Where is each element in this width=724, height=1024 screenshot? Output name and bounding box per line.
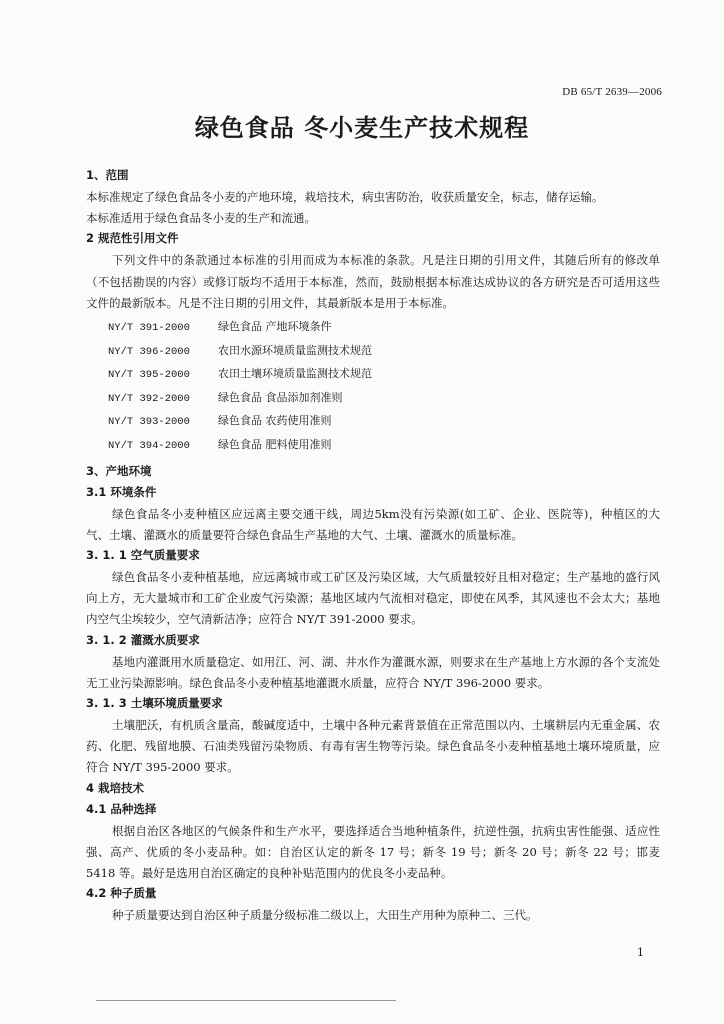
section-heading: 3. 1. 2 灌溉水质要求 (86, 632, 200, 647)
section-heading: 3.1 环境条件 (86, 484, 157, 499)
paragraph: 根据自治区各地区的气候条件和生产水平，要选择适合当地种植条件，抗逆性强，抗病虫害性能强、适应性强、高产、优质的冬小麦品种。如：自治区认定的新冬 17 号；新冬 19 号；新冬 20 号；新冬 22 号；邯麦 5418 等。最好是选用自治区确定的良种补贴范围内的优良冬小麦品种。 (86, 823, 660, 881)
reference-name: 绿色食品 食品添加剂准则 (218, 390, 343, 404)
section-heading: 4.2 种子质量 (86, 886, 157, 901)
reference-list (108, 316, 660, 458)
reference-code: NY/T 393-2000 (108, 416, 190, 429)
section-heading: 3. 1. 3 土壤环境质量要求 (86, 696, 223, 710)
reference-code: NY/T 391-2000 (108, 322, 190, 335)
reference-name: 绿色食品 产地环境条件 (218, 320, 332, 334)
reference-name: 农田水源环境质量监测技术规范 (218, 343, 372, 357)
reference-item (108, 387, 660, 411)
footer-rule (96, 1000, 396, 1001)
reference-name: 农田土壤环境质量监测技术规范 (218, 367, 372, 381)
reference-name: 绿色食品 肥料使用准则 (218, 437, 332, 451)
reference-code: NY/T 395-2000 (108, 369, 190, 382)
section-heading: 3. 1. 1 空气质量要求 (86, 547, 200, 562)
document-body (86, 166, 660, 926)
page-title: 绿色食品 冬小麦生产技术规程 (194, 114, 530, 142)
reference-name: 绿色食品 农药使用准则 (218, 414, 332, 428)
paragraph: 绿色食品冬小麦种植基地，应远离城市或工矿区及污染区域，大气质量较好且相对稳定；生产基地的盛行风向上方，无大量城市和工矿企业废气污染源；基地区域内气流相对稳定，即使在风季，其风速也不会太大；基地内空气尘埃较少，空气清新洁净；应符合 NY/T 391-2000 要求。 (86, 569, 660, 627)
paragraph: 本标准规定了绿色食品冬小麦的产地环境，栽培技术，病虫害防治，收获质量安全，标志，储存运输。 (86, 190, 604, 204)
reference-item (108, 340, 660, 364)
paragraph: 本标准适用于绿色食品冬小麦的生产和流通。 (86, 211, 316, 226)
section-heading: 4.1 品种选择 (86, 801, 157, 816)
paragraph: 绿色食品冬小麦种植区应远离主要交通干线，周边5km没有污染源(如工矿、企业、医院等)，种植区的大气、土壤、灌溉水的质量要符合绿色食品生产基地的大气、土壤、灌溉水的质量标准。 (86, 506, 660, 542)
paragraph: 下列文件中的条款通过本标准的引用而成为本标准的条款。凡是注日期的引用文件，其随后所有的修改单（不包括勘误的内容）或修订版均不适用于本标准，然而，鼓励根据本标准达成协议的各方研究是否可适用这些文件的最新版本。凡是不注日期的引用文件，其最新版本是用于本标准。 (86, 253, 660, 310)
reference-code: NY/T 392-2000 (108, 392, 190, 405)
section-heading: 2 规范性引用文件 (86, 231, 179, 246)
reference-item (108, 434, 660, 458)
reference-item (108, 410, 660, 434)
paragraph: 土壤肥沃，有机质含量高，酸碱度适中，土壤中各种元素背景值在正常范围以内、土壤耕层内无重金属、农药、化肥、残留地膜、石油类残留污染物质、有毒有害生物等污染。绿色食品冬小麦种植基地土壤环境质量，应符合 NY/T 395-2000 要求。 (86, 718, 660, 775)
reference-item (108, 363, 660, 387)
paragraph: 基地内灌溉用水质量稳定、如用江、河、湖、井水作为灌溉水源，则要求在生产基地上方水源的各个支流处无工业污染源影响。绿色食品冬小麦种植基地灌溉水质量，应符合 NY/T 396-2000 要求。 (86, 654, 660, 690)
section-heading: 1、范围 (86, 168, 129, 182)
reference-item (108, 316, 660, 340)
reference-code: NY/T 396-2000 (108, 345, 190, 358)
paragraph: 种子质量要达到自治区种子质量分级标准二级以上，大田生产用种为原种二、三代。 (112, 908, 538, 923)
standard-code: DB 65/T 2639—2006 (562, 86, 662, 98)
section-heading: 3、产地环境 (86, 463, 152, 478)
section-heading: 4 栽培技术 (86, 780, 145, 795)
reference-code: NY/T 394-2000 (108, 439, 190, 452)
page-number: 1 (637, 946, 644, 959)
